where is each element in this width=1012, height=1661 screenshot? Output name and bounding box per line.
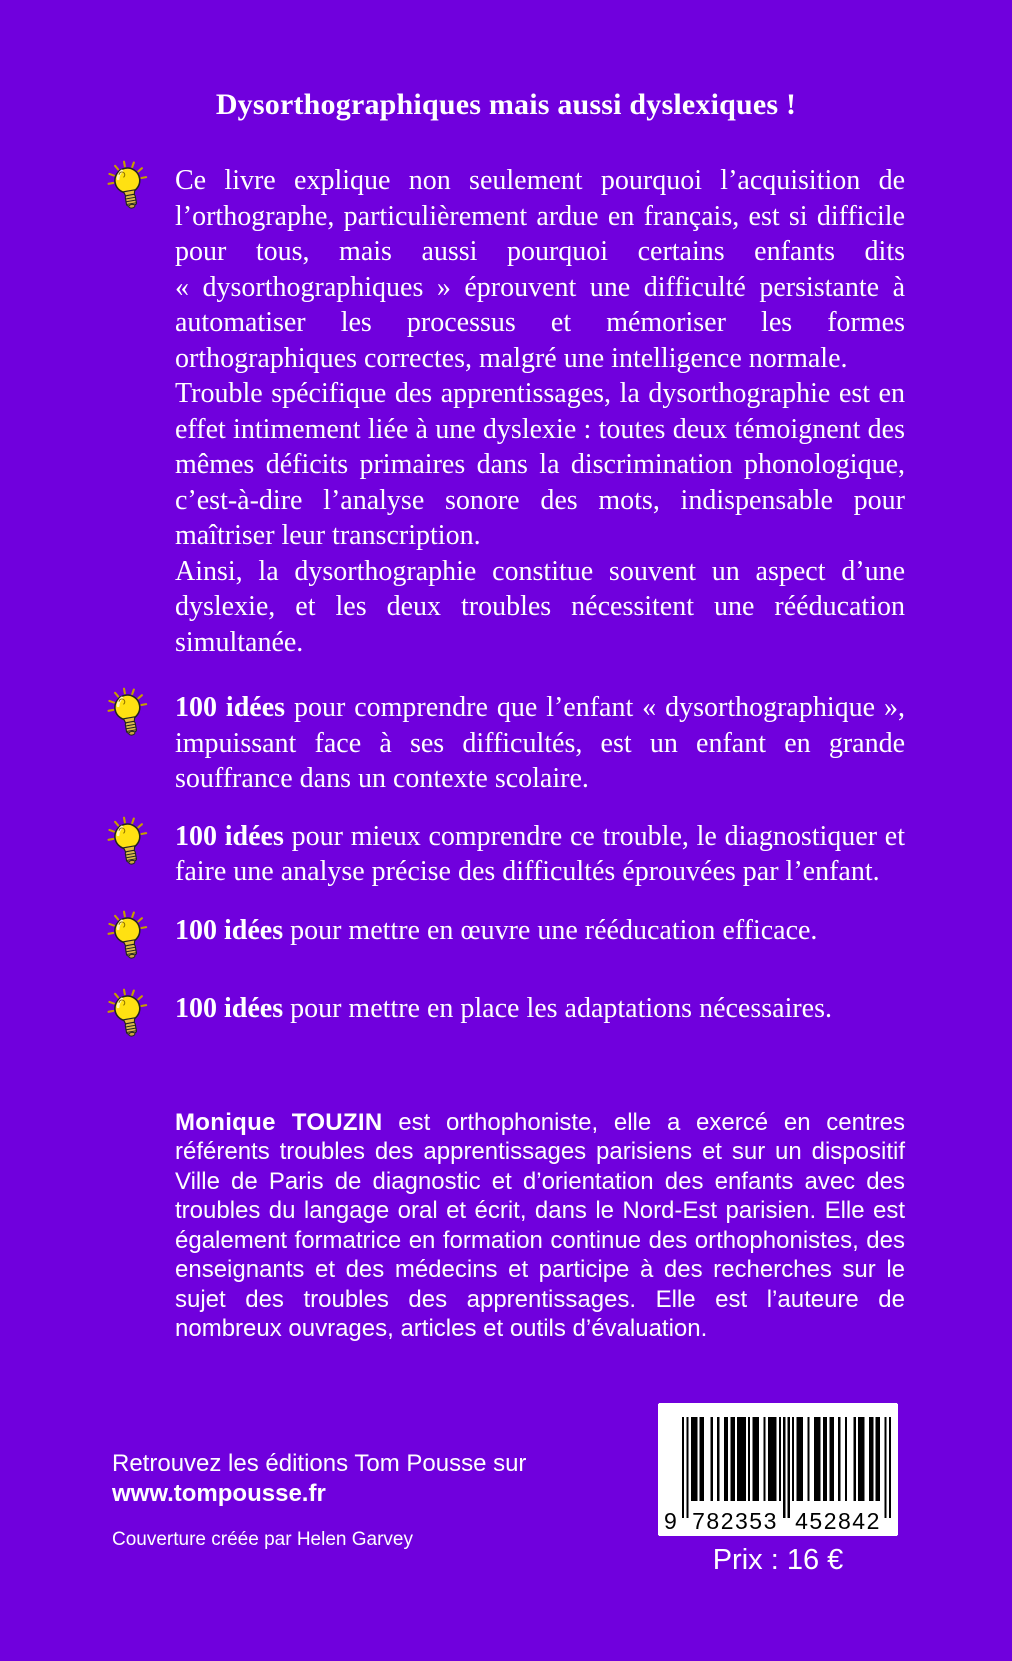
bullet-lead: 100 idées [175,914,284,946]
website-url: www.tompousse.fr [112,1479,326,1507]
isbn-digit-group: 452842 [795,1507,881,1534]
bullet-text: pour mettre en place les adaptations nécessaires. [283,992,832,1024]
bullet-text: pour mettre en œuvre une rééducation efficace. [283,914,818,946]
lightbulb-icon [107,987,149,1047]
cover-credit: Couverture créée par Helen Garvey [112,1528,413,1550]
intro-paragraph: Ce livre explique non seulement pourquoi l’acquisition de l’orthographe, particulièrement ardue en français, est si difficile pour tous, mais aussi pourquoi certains enfants dits « dysorthographiques » éprouvent une difficulté persistante à automatiser les processus et mémoriser les formes orthographiques correctes, malgré une intelligence normale. [175,165,905,374]
author-name: Monique TOUZIN [175,1108,383,1136]
bullet-text: pour mieux comprendre ce trouble, le diagnostiquer et faire une analyse précise des difficultés éprouvées par l’enfant. [175,820,906,887]
lightbulb-icon [107,815,149,875]
bullet-lead: 100 idées [175,992,284,1024]
bullet-item [107,690,905,797]
cover-text-block [107,163,905,1578]
author-bio-text: est orthophoniste, elle a exercé en centres référents troubles des apprentissages parisiens et sur un dispositif Ville de Paris de diagnostic et d’orientation des enfants avec des troubles du langage oral et écrit, dans le Nord-Est parisien. Elle est également formatrice en formation continue des orthophonistes, des enseignants et des médecins et participe à des recherches sur le sujet des troubles des apprentissages. Elle est l’auteure de nombreux ouvrages, articles et outils d’évaluation. [175,1108,905,1342]
lightbulb-icon [107,909,149,969]
ean13-barcode [658,1403,898,1536]
lightbulb-icon [107,686,149,746]
bullet-lead: 100 idées [175,820,284,852]
isbn-digit-group: 782353 [692,1507,778,1534]
bullet-lead: 100 idées [175,692,286,723]
bullet-item [107,991,905,1047]
bullet-text: pour comprendre que l’enfant « dysorthographique », impuissant face à ses difficultés, est un enfant en grande souffrance dans un contexte scolaire. [175,692,905,794]
author-bio [175,1108,905,1344]
isbn-digit-group: 9 [664,1507,677,1534]
footer [107,1403,905,1578]
page-title: Dysorthographiques mais aussi dyslexiques ! [215,88,797,121]
price-label: Prix : 16 € [712,1543,844,1576]
publisher-line: Retrouvez les éditions Tom Pousse sur [112,1449,527,1477]
intro-section [107,163,905,660]
bullet-item [107,819,905,890]
bullet-item [107,913,905,969]
lightbulb-icon [107,159,149,219]
publisher-info [107,1403,526,1552]
intro-paragraph: Ainsi, la dysorthographie constitue souvent un aspect d’une dyslexie, et les deux troubles nécessitent une rééducation simultanée. [175,555,905,658]
book-back-cover [0,86,1012,1661]
intro-paragraph: Trouble spécifique des apprentissages, la dysorthographie est en effet intimement liée à une dyslexie : toutes deux témoignent des mêmes déficits primaires dans la discrimination phonologique, c’est-à-dire l’analyse sonore des mots, indispensable pour maîtriser leur transcription. [175,378,905,551]
barcode-block [658,1403,898,1578]
